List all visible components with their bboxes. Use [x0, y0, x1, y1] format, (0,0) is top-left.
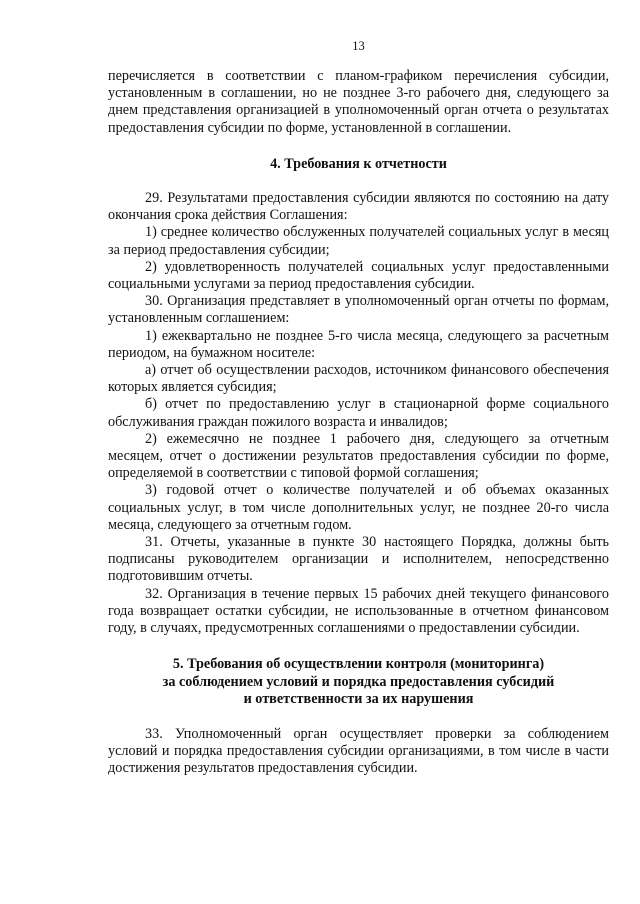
paragraph-31: 31. Отчеты, указанные в пункте 30 настоящего Порядка, должны быть подписаны руководителем организации и исполнителем, непосредственно подготовившим отчеты.	[108, 534, 609, 585]
paragraph-29-item-1: 1) среднее количество обслуженных получателей социальных услуг в месяц за период предоставления субсидии;	[108, 224, 609, 258]
paragraph-30: 30. Организация представляет в уполномоченный орган отчеты по формам, установленным соглашением:	[108, 293, 609, 327]
paragraph-29-item-2: 2) удовлетворенность получателей социальных услуг предоставленными социальными услугами за период предоставления субсидии.	[108, 258, 609, 293]
intro-paragraph: перечисляется в соответствии с планом-графиком перечисления субсидии, установленным в соглашении, но не позднее 3-го рабочего дня, следующего за днем представления организацией в уполномоченный орган отчета о результатах предоставления субсидии по форме, установленной в соглашении.	[108, 68, 609, 136]
paragraph-30-item-1: 1) ежеквартально не позднее 5-го числа месяца, следующего за расчетным периодом, на бумажном носителе:	[108, 327, 609, 361]
paragraph-30-item-2: 2) ежемесячно не позднее 1 рабочего дня, следующего за отчетным месяцем, отчет о достижении результатов предоставления субсидии по форме, определяемой в соответствии с типовой формой соглашения;	[108, 430, 609, 482]
page-number: 13	[352, 39, 365, 53]
paragraph-30-item-1b: б) отчет по предоставлению услуг в стационарной форме социального обслуживания граждан пожилого возраста и инвалидов;	[108, 396, 609, 430]
section-5-heading-line-1: 5. Требования об осуществлении контроля (мониторинга)	[172, 656, 545, 673]
paragraph-32: 32. Организация в течение первых 15 рабочих дней текущего финансового года возвращает остатки субсидии, не использованные в отчетном финансовом году, в случаях, предусмотренных соглашениями о предоставлении субсидии.	[108, 585, 609, 637]
paragraph-33: 33. Уполномоченный орган осуществляет проверки за соблюдением условий и порядка предоставления субсидии организациями, в том числе в части достижения результатов предоставления субсидии.	[108, 725, 609, 777]
section-5-heading-line-2: за соблюдением условий и порядка предоставления субсидий	[162, 673, 555, 690]
paragraph-29: 29. Результатами предоставления субсидии являются по состоянию на дату окончания срока действия Соглашения:	[108, 190, 609, 224]
paragraph-30-item-3: 3) годовой отчет о количестве получателей и об объемах оказанных социальных услуг, в том числе дополнительных услуг, не позднее 20-го числа месяца, следующего за отчетным годом.	[108, 482, 609, 533]
paragraph-30-item-1a: а) отчет об осуществлении расходов, источником финансового обеспечения которых является субсидия;	[108, 362, 609, 396]
section-4-heading: 4. Требования к отчетности	[270, 155, 447, 172]
section-5-heading-line-3: и ответственности за их нарушения	[243, 690, 474, 707]
